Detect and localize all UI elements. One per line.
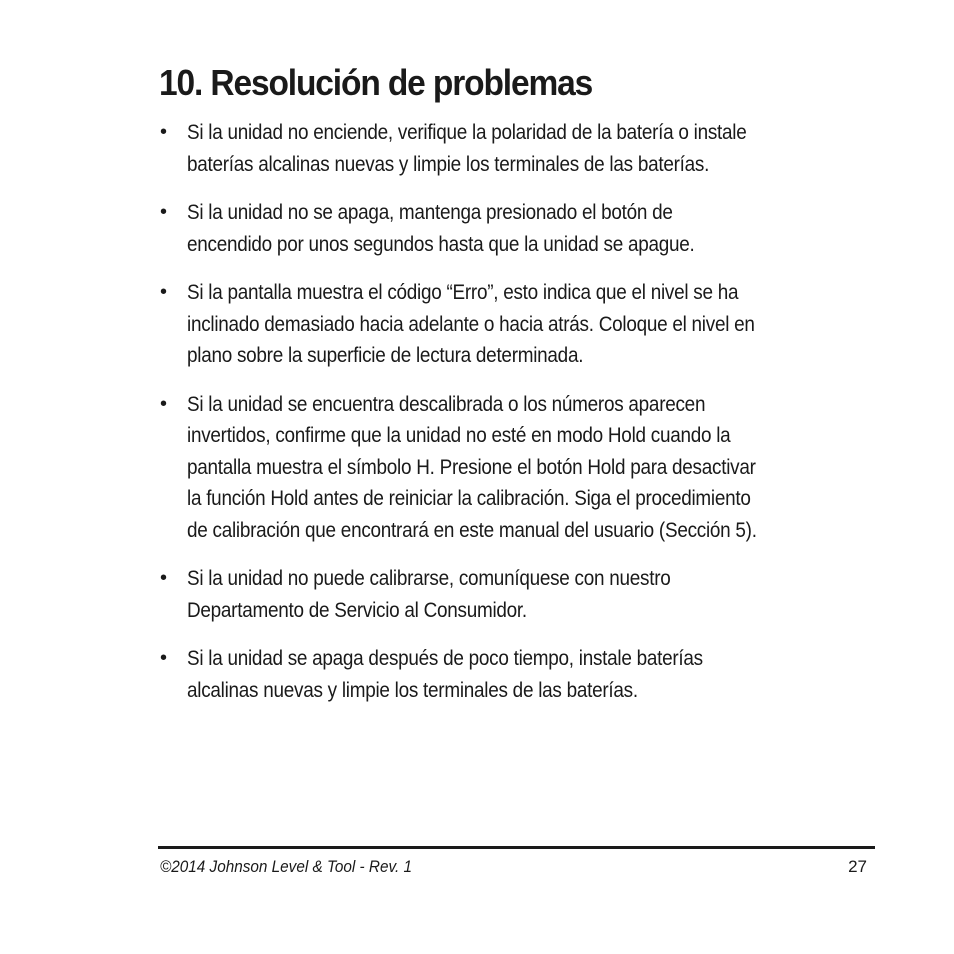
list-item [160, 277, 920, 372]
section-heading: 10. Resolución de problemas [159, 62, 593, 103]
list-item [160, 563, 920, 626]
bullet-marker: • [160, 567, 168, 589]
page-number: 27 [848, 857, 867, 876]
footer-copyright: ©2014 Johnson Level & Tool - Rev. 1 [160, 857, 412, 876]
list-item-text: Si la unidad no enciende, verifique la polaridad de la batería o instale baterías alcalinas nuevas y limpie los terminales de las baterías. [187, 120, 747, 176]
list-item-text: Si la pantalla muestra el código “Erro”, esto indica que el nivel se ha inclinado demasiado hacia adelante o hacia atrás. Coloque el nivel en plano sobre la superficie de lectura determinada. [187, 280, 755, 367]
list-item-text: Si la unidad se encuentra descalibrada o los números aparecen invertidos, confirme que la unidad no esté en modo Hold cuando la pantalla muestra el símbolo H. Presione el botón Hold para desactivar la función Hold antes de reiniciar la calibración. Siga el procedimiento de calibración que encontrará en este manual del usuario (Sección 5). [187, 391, 757, 542]
list-item-text: Si la unidad no puede calibrarse, comuníquese con nuestro Departamento de Servicio al Consumidor. [187, 566, 671, 622]
list-item [160, 643, 920, 706]
list-item [160, 197, 920, 260]
bullet-marker: • [160, 281, 168, 303]
troubleshooting-list [160, 117, 920, 723]
bullet-marker: • [160, 392, 168, 415]
footer-divider [158, 846, 875, 849]
list-item [160, 389, 920, 547]
list-item [160, 117, 920, 180]
bullet-marker: • [160, 647, 168, 669]
list-item-text: Si la unidad se apaga después de poco tiempo, instale baterías alcalinas nuevas y limpie los terminales de las baterías. [187, 646, 703, 702]
bullet-marker: • [160, 201, 168, 223]
list-item-text: Si la unidad no se apaga, mantenga presionado el botón de encendido por unos segundos hasta que la unidad se apague. [187, 200, 695, 256]
bullet-marker: • [160, 121, 168, 143]
